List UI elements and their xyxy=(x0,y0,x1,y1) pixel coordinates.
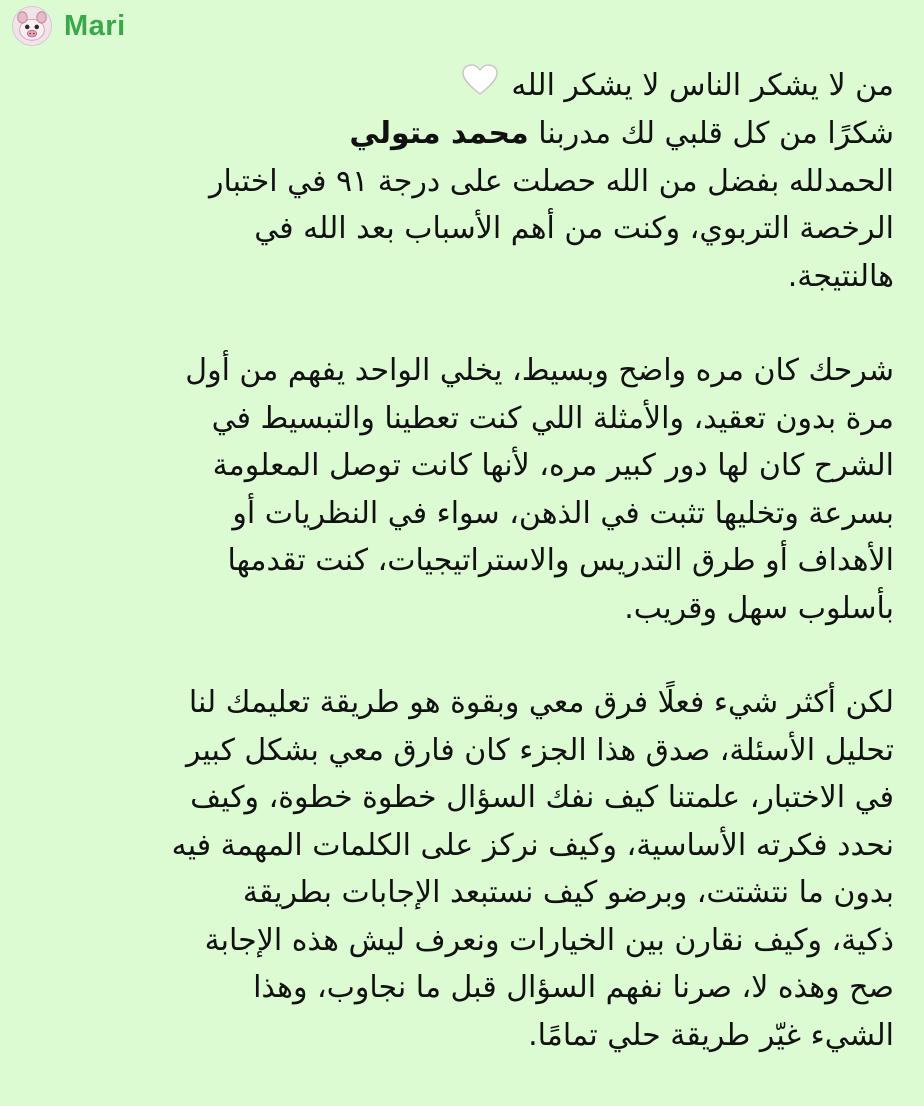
message-line: ذكية، وكيف نقارن بين الخيارات ونعرف ليش هذه الإجابة xyxy=(204,922,894,958)
message-line: صح وهذه لا، صرنا نفهم السؤال قبل ما نجاوب، وهذا xyxy=(253,970,894,1006)
message-line: هالنتيجة. xyxy=(787,258,894,294)
message-line-text: من لا يشكر الناس لا يشكر الله xyxy=(511,68,894,103)
message-line xyxy=(28,62,894,110)
message-line: شرحك كان مره واضح وبسيط، يخلي الواحد يفهم من أول xyxy=(185,353,894,389)
character-avatar-icon[interactable] xyxy=(12,6,52,46)
message-header xyxy=(12,4,126,48)
message-line: في الاختبار، علمتنا كيف نفك السؤال خطوة خطوة، وكيف xyxy=(190,780,894,816)
message-line: بسرعة وتخليها تثبت في الذهن، سواء في النظريات أو xyxy=(232,495,894,531)
message-line: الرخصة التربوي، وكنت من أهم الأسباب بعد الله في xyxy=(254,211,894,247)
paragraph-3 xyxy=(28,679,894,1059)
message-line: الحمدلله بفضل من الله حصلت على درجة ٩١ في اختبار xyxy=(208,163,894,199)
message-line: الشيء غيّر طريقة حلي تمامًا. xyxy=(528,1017,894,1053)
white-heart-icon xyxy=(462,63,498,111)
message-line: الأهداف أو طرق التدريس والاستراتيجيات، كنت تقدمها xyxy=(227,543,894,579)
message-line: الشرح كان لها دور كبير مره، لأنها كانت توصل المعلومة xyxy=(212,448,894,484)
message-line: مرة بدون تعقيد، والأمثلة اللي كنت تعطينا والتبسيط في xyxy=(211,400,894,436)
sender-name[interactable]: Mari xyxy=(64,9,126,42)
trainer-name: محمد متولي xyxy=(349,116,529,152)
message-line: تحليل الأسئلة، صدق هذا الجزء كان فارق معي بشكل كبير xyxy=(185,732,894,768)
message-line-text: شكرًا من كل قلبي لك مدربنا xyxy=(538,116,894,152)
message-line xyxy=(28,110,894,158)
message-line: نحدد فكرته الأساسية، وكيف نركز على الكلمات المهمة فيه xyxy=(171,827,894,863)
message-line: بأسلوب سهل وقريب. xyxy=(624,590,894,626)
paragraph-1 xyxy=(28,62,894,300)
message-line: لكن أكثر شيء فعلًا فرق معي وبقوة هو طريقة تعليمك لنا xyxy=(188,685,894,721)
message-line: بدون ما نتشتت، وبرضو كيف نستبعد الإجابات بطريقة xyxy=(242,875,894,911)
paragraph-2 xyxy=(28,347,894,632)
message-text xyxy=(28,62,894,1106)
